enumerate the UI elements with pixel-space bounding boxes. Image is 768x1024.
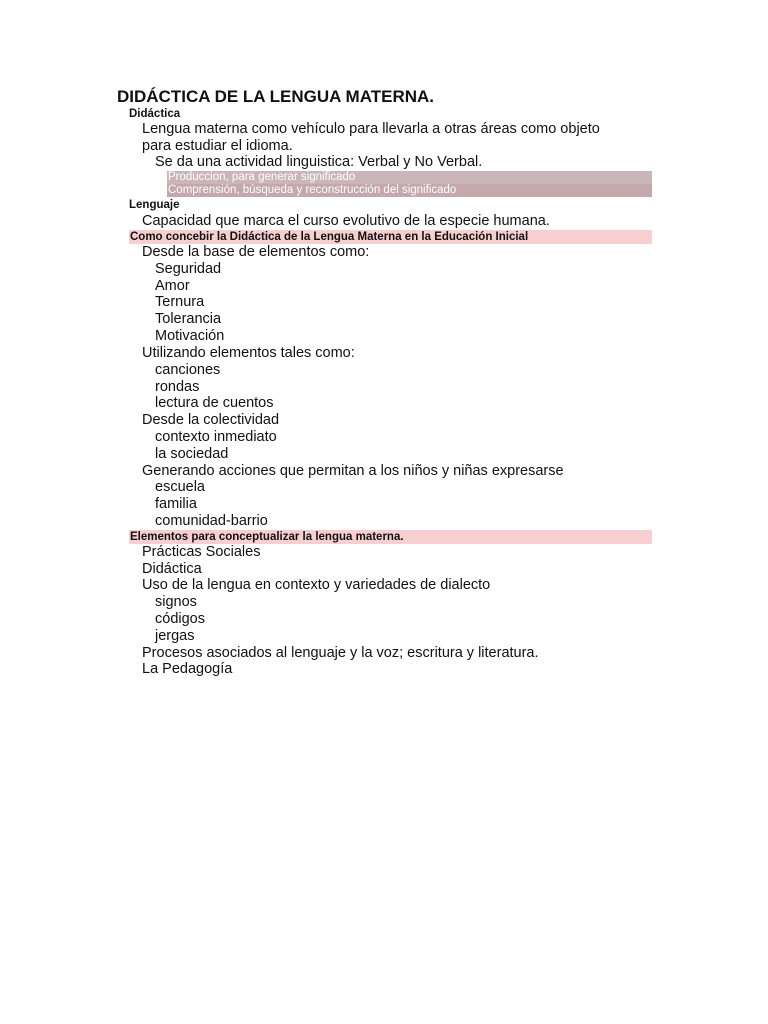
list-item: Amor [155, 278, 190, 294]
section-header-band: Como concebir la Didáctica de la Lengua Materna en la Educación Inicial [129, 230, 652, 244]
text-line: Se da una actividad linguistica: Verbal y No Verbal. [155, 154, 483, 170]
text-line: Procesos asociados al lenguaje y la voz; escritura y literatura. [142, 645, 539, 661]
text-line: Didáctica [142, 561, 202, 577]
text-line: Prácticas Sociales [142, 544, 261, 560]
text-line: Desde la colectividad [142, 412, 280, 428]
text-line: Uso de la lengua en contexto y variedades de dialecto [142, 577, 491, 593]
text-line: Generando acciones que permitan a los niños y niñas expresarse [142, 463, 564, 479]
list-item: la sociedad [155, 446, 229, 462]
list-item: Ternura [155, 294, 205, 310]
text-line: Desde la base de elementos como: [142, 244, 370, 260]
text-line: Utilizando elementos tales como: [142, 345, 355, 361]
text-line: Capacidad que marca el curso evolutivo de la especie humana. [142, 213, 550, 229]
document-title: DIDÁCTICA DE LA LENGUA MATERNA. [117, 87, 434, 106]
list-item: rondas [155, 379, 200, 395]
heading-lenguaje: Lenguaje [129, 199, 180, 211]
list-item: Tolerancia [155, 311, 222, 327]
text-line: para estudiar el idioma. [142, 138, 293, 154]
highlight-band: Produccion, para generar significado [167, 171, 652, 184]
list-item: jergas [155, 628, 195, 644]
highlight-band: Comprensión, búsqueda y reconstrucción del significado [167, 184, 652, 197]
list-item: contexto inmediato [155, 429, 277, 445]
list-item: comunidad-barrio [155, 513, 268, 529]
list-item: lectura de cuentos [155, 395, 274, 411]
list-item: códigos [155, 611, 205, 627]
list-item: escuela [155, 479, 205, 495]
text-line: Lengua materna como vehículo para llevarla a otras áreas como objeto [142, 121, 600, 137]
list-item: Seguridad [155, 261, 222, 277]
section-header-band: Elementos para conceptualizar la lengua materna. [129, 530, 652, 544]
text-line: La Pedagogía [142, 661, 233, 677]
list-item: signos [155, 594, 197, 610]
heading-didactica: Didáctica [129, 108, 181, 120]
list-item: familia [155, 496, 197, 512]
list-item: canciones [155, 362, 221, 378]
list-item: Motivación [155, 328, 225, 344]
